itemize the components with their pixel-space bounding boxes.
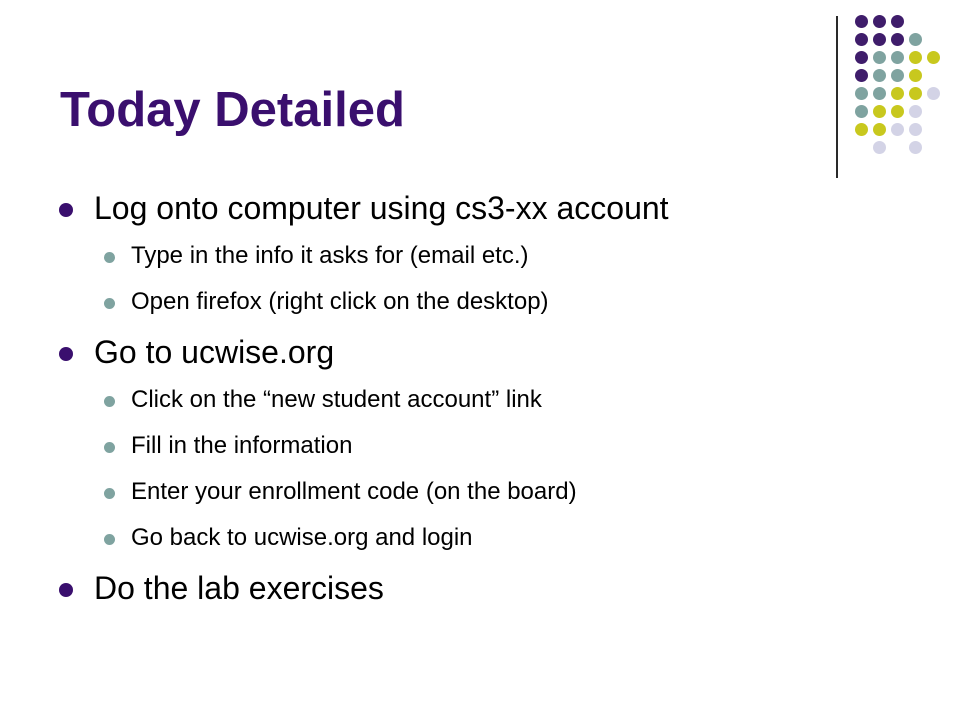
decor-dot	[927, 51, 940, 64]
slide-title: Today Detailed	[60, 83, 405, 137]
bullet-item: Do the lab exercises	[94, 570, 384, 606]
bullet-item: Log onto computer using cs3-xx account	[94, 190, 669, 226]
decor-dot	[873, 105, 886, 118]
sub-bullet-dot	[104, 534, 115, 545]
decor-dot	[891, 69, 904, 82]
bullet-dot	[59, 347, 73, 361]
decor-dot	[909, 105, 922, 118]
decor-dot	[891, 51, 904, 64]
sub-bullet-dot	[104, 442, 115, 453]
sub-bullet-item: Open firefox (right click on the desktop)	[131, 288, 549, 315]
decor-dot	[873, 69, 886, 82]
decor-dot	[909, 69, 922, 82]
decor-dot	[909, 51, 922, 64]
decor-dot	[855, 69, 868, 82]
bullet-item: Go to ucwise.org	[94, 334, 335, 370]
sub-bullet-dot	[104, 396, 115, 407]
sub-bullet-item: Enter your enrollment code (on the board)	[131, 478, 577, 505]
decor-dot	[873, 33, 886, 46]
decor-dot	[891, 87, 904, 100]
sub-bullet-item: Click on the “new student account” link	[131, 386, 542, 413]
decor-dot	[855, 33, 868, 46]
decor-dot	[927, 87, 940, 100]
decor-dot	[855, 123, 868, 136]
decor-dot	[909, 33, 922, 46]
decor-dot	[855, 51, 868, 64]
decor-dot	[891, 15, 904, 28]
decor-dot	[891, 123, 904, 136]
decor-dot	[855, 87, 868, 100]
bullet-dot	[59, 203, 73, 217]
sub-bullet-dot	[104, 298, 115, 309]
decorative-divider-line	[836, 16, 838, 178]
decor-dot	[873, 15, 886, 28]
decor-dot	[891, 105, 904, 118]
decor-dot	[909, 87, 922, 100]
sub-bullet-item: Go back to ucwise.org and login	[131, 524, 473, 551]
decor-dot	[909, 123, 922, 136]
decor-dot	[891, 33, 904, 46]
sub-bullet-dot	[104, 252, 115, 263]
decor-dot	[855, 105, 868, 118]
sub-bullet-dot	[104, 488, 115, 499]
sub-bullet-item: Type in the info it asks for (email etc.)	[131, 242, 529, 269]
decor-dot	[909, 141, 922, 154]
decor-dot	[873, 141, 886, 154]
decor-dot	[855, 15, 868, 28]
sub-bullet-item: Fill in the information	[131, 432, 353, 459]
decor-dot	[873, 123, 886, 136]
decor-dot	[873, 87, 886, 100]
decor-dot	[873, 51, 886, 64]
bullet-dot	[59, 583, 73, 597]
